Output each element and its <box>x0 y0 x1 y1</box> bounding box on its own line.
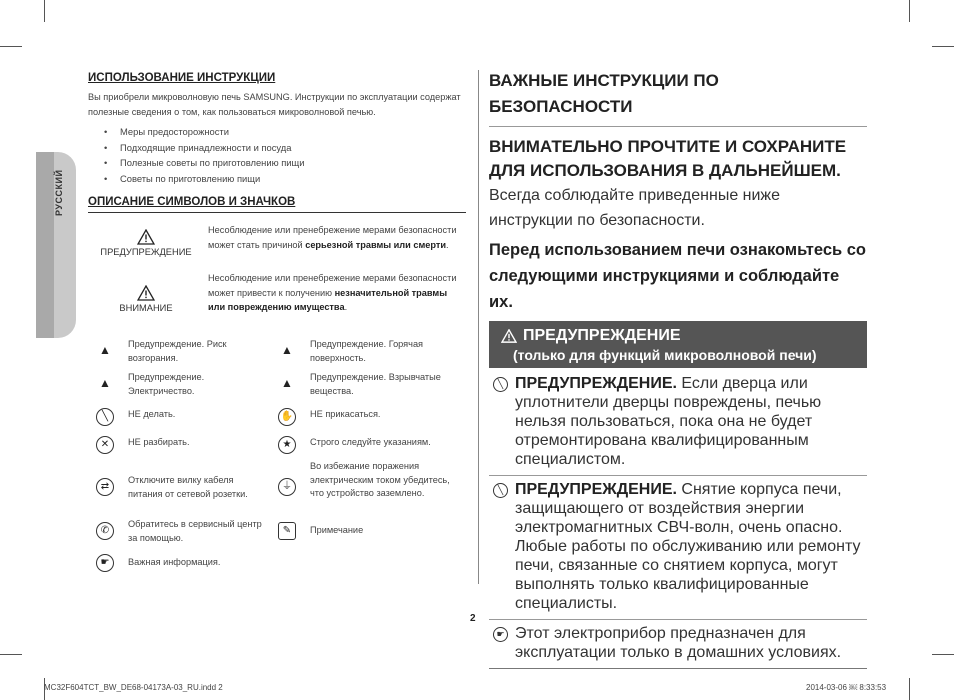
important-info-icon: ☛ <box>493 627 508 642</box>
symbol-text: Отключите вилку кабеля питания от сетевой розетки. <box>128 475 248 499</box>
no-touch-icon: ✋ <box>278 408 296 426</box>
crop-mark <box>932 46 954 47</box>
left-column <box>88 72 466 569</box>
symbol-text: Примечание <box>310 525 364 535</box>
crop-mark <box>932 654 954 655</box>
list-item: • Подходящие принадлежности и посуда <box>88 140 466 156</box>
warning-triangle-icon <box>137 229 155 245</box>
prohibited-icon: ╲ <box>493 483 508 498</box>
symbol-text: НЕ прикасаться. <box>310 409 381 419</box>
warning-label: ПРЕДУПРЕЖДЕНИЕ <box>100 247 192 257</box>
warning-item-strong: ПРЕДУПРЕЖДЕНИЕ. <box>515 375 677 392</box>
list-item: • Меры предосторожности <box>88 124 466 140</box>
section-divider <box>489 126 867 131</box>
symbol-text: Во избежание поражения электрическим током убедитесь, что устройство заземлено. <box>310 461 450 498</box>
safety-subtitle: ВНИМАТЕЛЬНО ПРОЧТИТЕ И СОХРАНИТЕ ДЛЯ ИСПОЛЬЗОВАНИЯ В ДАЛЬНЕЙШЕМ. <box>489 137 847 180</box>
fire-icon: ▲ <box>99 343 111 358</box>
column-divider <box>478 70 479 584</box>
page-number: 2 <box>470 613 476 624</box>
symbol-text: Строго следуйте указаниям. <box>310 437 431 447</box>
crop-mark <box>909 0 910 22</box>
symbol-text: Предупреждение. Электричество. <box>128 372 205 396</box>
footer-filename: MC32F604TCT_BW_DE68-04173A-03_RU.indd 2 <box>44 683 223 692</box>
language-tab-label: РУССКИЙ <box>54 169 64 216</box>
warning-text-end: . <box>446 239 449 250</box>
warning-description <box>208 223 466 252</box>
language-tab-strip <box>36 152 54 338</box>
caution-text-bold: незначительной травмы или повреждению имущества <box>208 287 448 312</box>
footer-timestamp: 2014-03-06 ￼ 8:33:53 <box>806 683 887 692</box>
hot-surface-icon: ▲ <box>281 343 293 358</box>
important-info-icon: ☛ <box>96 554 114 572</box>
warning-triangle-icon <box>501 329 517 343</box>
prohibited-icon: ╲ <box>96 408 114 426</box>
usage-title: ИСПОЛЬЗОВАНИЕ ИНСТРУКЦИИ <box>88 72 276 84</box>
info-item <box>489 624 867 662</box>
no-disassemble-icon: ✕ <box>96 436 114 454</box>
electric-icon: ▲ <box>99 376 111 391</box>
safety-title: ВАЖНЫЕ ИНСТРУКЦИИ ПО БЕЗОПАСНОСТИ <box>489 71 719 116</box>
warning-item-text: Если дверца или уплотнители дверцы повреждены, печью нельзя пользоваться, пока она не будет отремонтирована квалифицированным специалистом. <box>515 375 822 468</box>
banner-title: ПРЕДУПРЕЖДЕНИЕ <box>523 327 681 344</box>
warning-text: Несоблюдение или пренебрежение мерами безопасности может стать причиной <box>208 225 457 250</box>
caution-symbol <box>88 285 204 313</box>
symbol-text: Обратитесь в сервисный центр за помощью. <box>128 519 262 543</box>
symbol-text: НЕ разбирать. <box>128 437 190 447</box>
service-call-icon: ✆ <box>96 522 114 540</box>
prohibited-icon: ╲ <box>493 377 508 392</box>
list-item: • Полезные советы по приготовлению пищи <box>88 155 466 171</box>
caution-triangle-icon <box>137 285 155 301</box>
warning-item <box>489 480 867 613</box>
explosive-icon: ▲ <box>281 376 293 391</box>
safety-lead: Всегда соблюдайте приведенные ниже инструкции по безопасности. <box>489 187 781 229</box>
banner-subtitle: (только для функций микроволновой печи) <box>513 347 817 363</box>
caution-text-end: . <box>344 302 348 312</box>
crop-mark <box>44 0 45 22</box>
ground-icon: ⏚ <box>278 478 296 496</box>
warning-banner <box>489 321 867 368</box>
caution-description <box>208 271 466 315</box>
warning-item-strong: ПРЕДУПРЕЖДЕНИЕ. <box>515 481 677 498</box>
symbol-text: Предупреждение. Взрывчатые вещества. <box>310 372 441 396</box>
symbol-text: Важная информация. <box>128 557 221 567</box>
caution-text: Несоблюдение или пренебрежение мерами безопасности может привести к получению <box>208 273 457 298</box>
info-item-text: Этот электроприбор предназначен для эксплуатации только в домашних условиях. <box>515 625 842 661</box>
warning-symbol <box>88 229 204 257</box>
usage-bullets <box>88 124 466 186</box>
symbols-title: ОПИСАНИЕ СИМВОЛОВ И ЗНАЧКОВ <box>88 196 466 213</box>
warning-text-bold: серьезной травмы или смерти <box>305 239 447 250</box>
symbol-text: Предупреждение. Горячая поверхность. <box>310 339 424 363</box>
note-icon: ✎ <box>278 522 296 540</box>
crop-mark <box>0 46 22 47</box>
crop-mark <box>909 678 910 700</box>
symbol-text: Предупреждение. Риск возгорания. <box>128 339 227 363</box>
caution-label: ВНИМАНИЕ <box>119 303 173 313</box>
caution-definition <box>88 271 466 333</box>
symbol-text: НЕ делать. <box>128 409 176 419</box>
follow-instructions-icon: ★ <box>278 436 296 454</box>
list-item: • Советы по приготовлению пищи <box>88 171 466 187</box>
unplug-icon: ⇄ <box>96 478 114 496</box>
warning-item-text: Снятие корпуса печи, защищающего от воздействия энергии электромагнитных СВЧ-волн, очень опасно. Любые работы по обслуживанию или ремонту печи, связанные со снятием корпуса, могут выполнять только квалифицированные специалисты. <box>515 481 861 612</box>
right-column <box>489 68 867 669</box>
usage-intro: Вы приобрели микроволновую печь SAMSUNG. Инструкции по эксплуатации содержат полезные сведения о том, как пользоваться микроволновой печью. <box>88 92 461 117</box>
safety-bold-lead: Перед использованием печи ознакомьтесь со следующими инструкциями и соблюдайте их. <box>489 241 867 311</box>
crop-mark <box>0 654 22 655</box>
warning-item <box>489 374 867 469</box>
warning-definition <box>88 223 466 269</box>
section-end-divider <box>489 668 867 669</box>
